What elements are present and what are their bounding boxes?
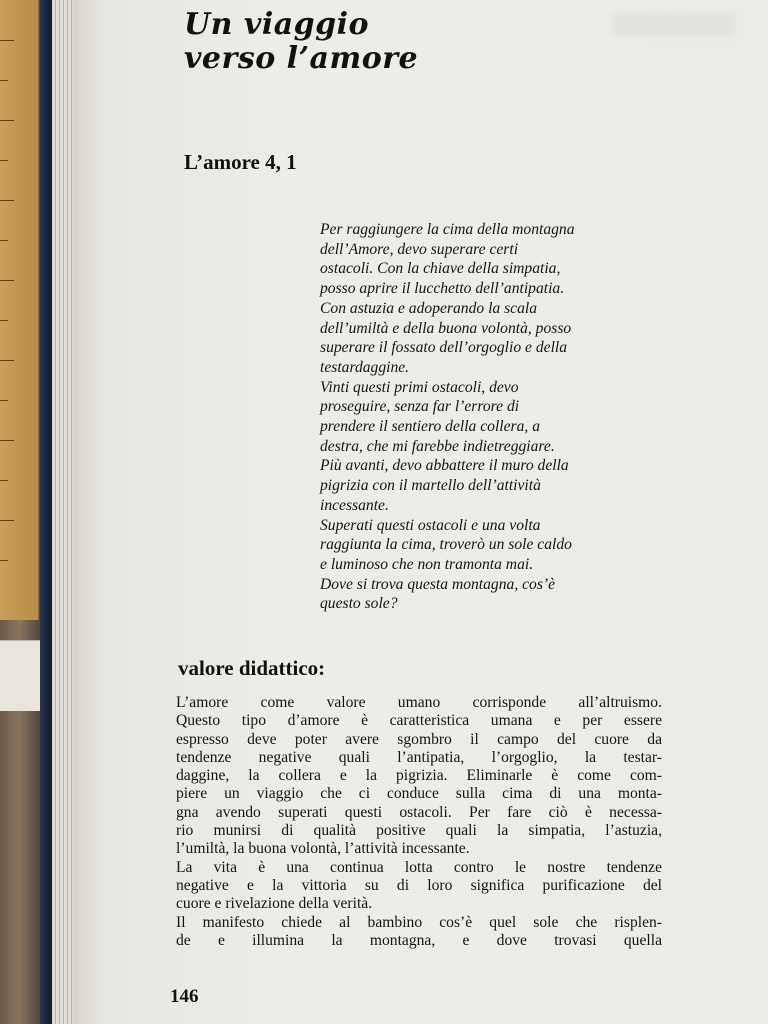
- poem-line: dell’umiltà e della buona volontà, posso: [320, 319, 572, 337]
- poem-line: superare il fossato dell’orgoglio e della: [320, 339, 568, 357]
- bleed-through-shadow: [614, 14, 734, 36]
- body-line: piere un viaggio che ci conduce sulla cima di una monta-: [176, 785, 662, 803]
- poem-line: Per raggiungere la cima della montagna: [320, 221, 575, 238]
- poem-block: [320, 220, 665, 614]
- body-line: l’umiltà, la buona volontà, l’attività incessante.: [176, 840, 470, 858]
- title-line-1: Un viaggio: [184, 7, 370, 42]
- body-line: de e illumina la montagna, e dove trovasi quella: [176, 931, 662, 949]
- body-line: tendenze negative quali l’antipatia, l’orgoglio, la testar-: [176, 748, 662, 766]
- section-heading: L’amore 4, 1: [184, 150, 297, 174]
- didactic-heading: valore didattico:: [178, 656, 326, 680]
- poem-line: raggiunta la cima, troverò un sole caldo: [320, 536, 572, 554]
- poem-line: incessante.: [320, 496, 389, 514]
- poem-line: prendere il sentiero della collera, a: [320, 418, 540, 436]
- wooden-ruler: [0, 0, 39, 620]
- background-sticker: [0, 640, 44, 711]
- book-page: [74, 0, 768, 1024]
- page-title: [184, 8, 418, 76]
- body-line: negative e la vittoria su di loro significa purificazione del: [176, 876, 662, 894]
- poem-line: proseguire, senza far l’errore di: [320, 398, 520, 416]
- poem-line: Dove si trova questa montagna, cos’è: [320, 575, 556, 593]
- body-line: daggine, la collera e la pigrizia. Eliminarle è come com-: [176, 767, 662, 785]
- poem-line: ostacoli. Con la chiave della simpatia,: [320, 260, 561, 278]
- body-line: L’amore come valore umano corrisponde all’altruismo.: [176, 694, 662, 711]
- body-line: La vita è una continua lotta contro le nostre tendenze: [176, 858, 662, 876]
- title-line-2: verso l’amore: [184, 41, 419, 76]
- body-line: Questo tipo d’amore è caratteristica umana e per essere: [176, 712, 662, 730]
- poem-line: Superati questi ostacoli e una volta: [320, 516, 541, 534]
- body-line: espresso deve poter avere sgombro il campo del cuore da: [176, 730, 662, 748]
- body-line: cuore e rivelazione della verità.: [176, 895, 373, 913]
- poem-line: e luminoso che non tramonta mai.: [320, 555, 534, 573]
- body-line: Il manifesto chiede al bambino cos’è quel sole che risplen-: [176, 913, 662, 931]
- page-number: 146: [170, 986, 199, 1007]
- body-line: rio munirsi di qualità positive quali la simpatia, l’astuzia,: [176, 822, 662, 840]
- poem-line: posso aprire il lucchetto dell’antipatia.: [320, 280, 565, 298]
- poem-line: pigrizia con il martello dell’attività: [320, 477, 541, 495]
- poem-line: Più avanti, devo abbattere il muro della: [320, 457, 569, 475]
- poem-line: destra, che mi farebbe indietreggiare.: [320, 437, 555, 455]
- poem-line: Con astuzia e adoperando la scala: [320, 299, 538, 317]
- poem-line: dell’Amore, devo superare certi: [320, 240, 519, 258]
- poem-line: questo sole?: [320, 595, 398, 613]
- poem-line: Vinti questi primi ostacoli, devo: [320, 378, 519, 396]
- body-line: gna avendo superati questi ostacoli. Per fare ciò è necessa-: [176, 803, 662, 821]
- didactic-body: [176, 694, 662, 950]
- poem-line: testardaggine.: [320, 358, 410, 376]
- book-spine: [40, 0, 52, 1024]
